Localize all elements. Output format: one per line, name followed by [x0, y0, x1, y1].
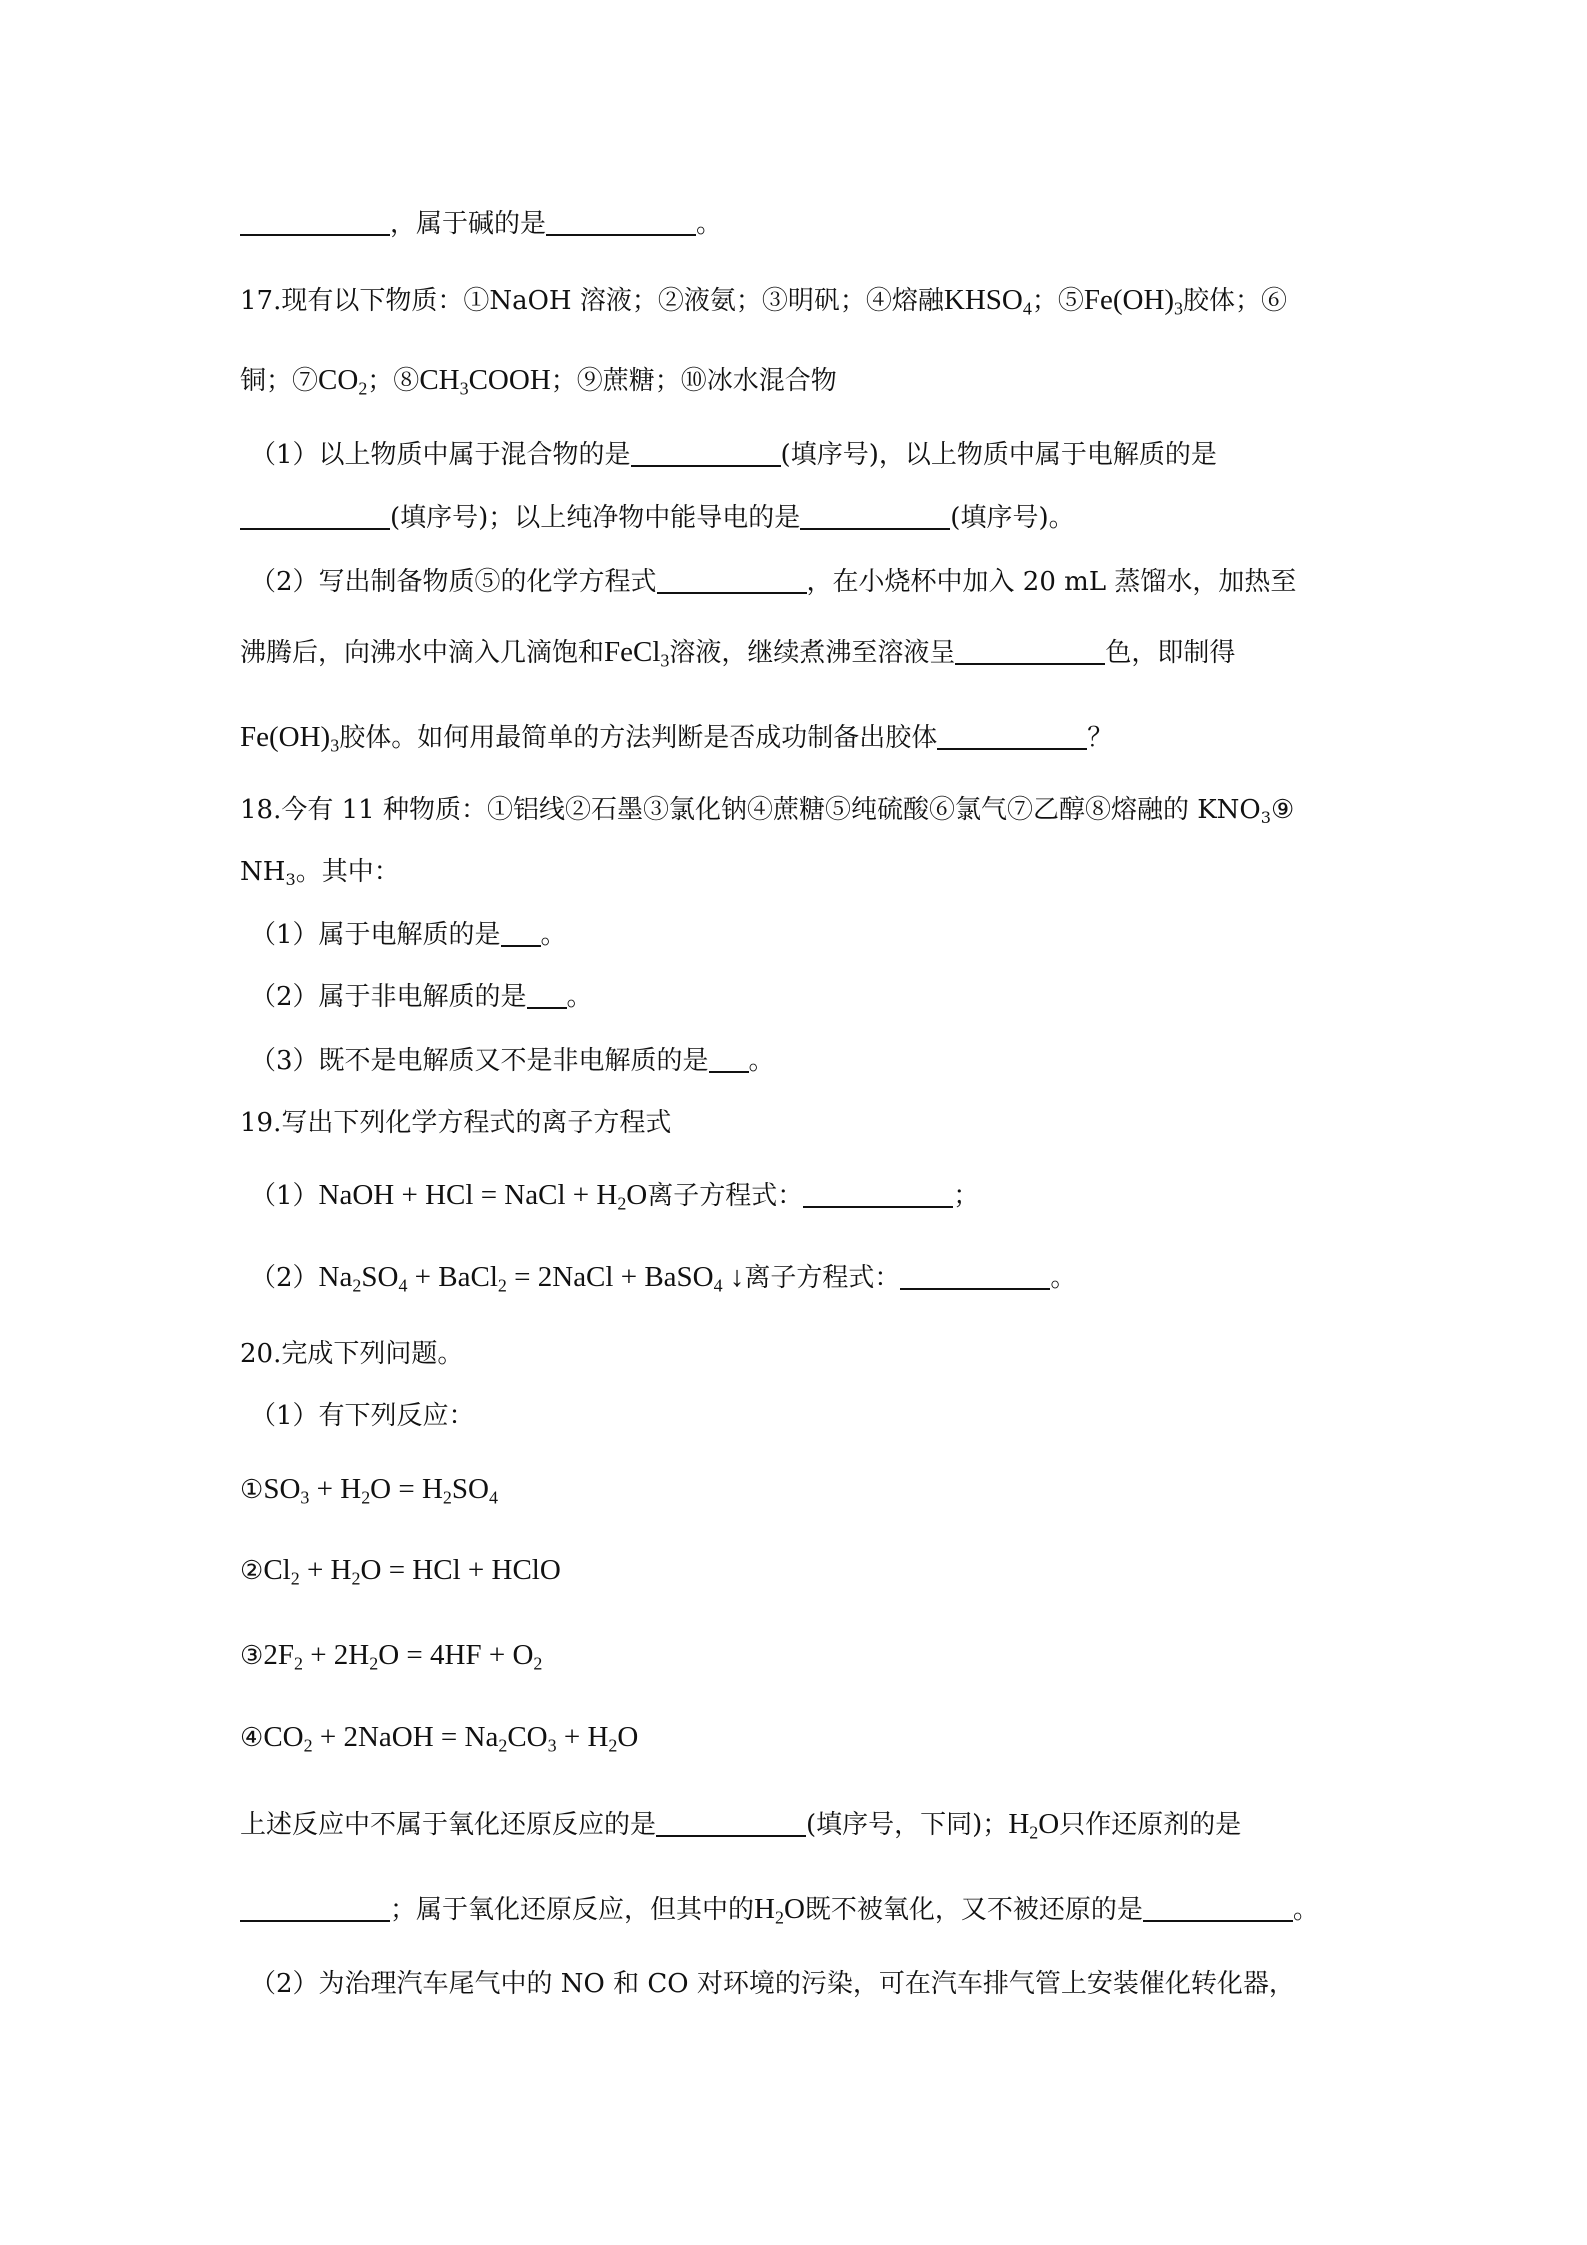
- question-18-line-1: 18.今有 11 种物质：①铝线②石墨③氯化钠④蔗糖⑤纯硫酸⑥氯气⑦乙醇⑧熔融的 $KNO_3⑨$: [240, 795, 1295, 827]
- reaction-3: $③2F_2 + 2H_2O = 4HF + O_2$: [240, 1639, 543, 1674]
- answer-blank[interactable]: [803, 1178, 953, 1208]
- question-20-part-1-question: 上述反应中不属于氧化还原反应的是 (填序号，下同)；$H_2O$只作还原剂的是: [240, 1808, 1242, 1843]
- reaction-1: $①SO_3 + H_2O = H_2SO_4$: [240, 1473, 498, 1508]
- question-18-part-1: （1）属于电解质的是 。: [250, 911, 1370, 959]
- line-1: ，属于碱的是 。: [240, 200, 1360, 248]
- answer-blank[interactable]: [900, 1260, 1050, 1290]
- answer-blank[interactable]: [240, 1892, 390, 1922]
- question-20-part-2: （2）为治理汽车尾气中的 NO 和 CO 对环境的污染，可在汽车排气管上安装催化转化器，: [250, 1969, 1295, 1999]
- answer-blank[interactable]: [546, 206, 696, 236]
- question-19-part-1: （1）NaOH + HCl = NaCl + $H_2O$离子方程式： ；: [250, 1179, 980, 1214]
- answer-blank[interactable]: [657, 564, 807, 594]
- answer-blank[interactable]: [1143, 1892, 1293, 1922]
- answer-blank[interactable]: [656, 1807, 806, 1837]
- answer-blank[interactable]: [240, 206, 390, 236]
- question-17-part-2-end: $Fe(OH)_3$胶体。如何用最简单的方法判断是否成功制备出胶体 ？: [240, 721, 1114, 756]
- reaction-4: $④CO_2$ + 2NaOH = $Na_2CO_3 + H_2O$: [240, 1721, 639, 1756]
- question-20-part-1: （1）有下列反应：: [250, 1401, 475, 1431]
- equation: $2F_2 + 2H_2O = 4HF + O_2$: [263, 1639, 543, 1674]
- answer-blank[interactable]: [955, 635, 1105, 665]
- question-18-part-3: （3）既不是电解质又不是非电解质的是 。: [250, 1037, 1370, 1085]
- question-20-title: 20.完成下列问题。: [240, 1339, 464, 1369]
- answer-blank[interactable]: [240, 500, 390, 530]
- question-18-line-2: $NH_3$。其中：: [240, 857, 400, 889]
- equation: $SO_3 + H_2O = H_2SO_4$: [263, 1473, 498, 1508]
- answer-blank[interactable]: [937, 720, 1087, 750]
- equation: NaOH + HCl = NaCl + $H_2O$: [318, 1179, 648, 1214]
- question-17-part-1: （1）以上物质中属于混合物的是 (填序号)，以上物质中属于电解质的是: [250, 431, 1370, 479]
- answer-blank[interactable]: [527, 979, 567, 1009]
- question-18-part-2: （2）属于非电解质的是 。: [250, 973, 1370, 1021]
- question-17-part-2: （2）写出制备物质⑤的化学方程式 ，在小烧杯中加入 20 mL 蒸馏水，加热至: [250, 558, 1370, 606]
- answer-blank[interactable]: [800, 500, 950, 530]
- question-17-part-2-cont: 沸腾后，向沸水中滴入几滴饱和FeCl$_3$溶液，继续煮沸至溶液呈 色，即制得: [240, 636, 1236, 671]
- question-19-part-2: $(2)Na_2SO_4$ + BaCl$_2$ = 2NaCl + BaSO$_4$ ↓离子方程式： 。: [250, 1261, 1077, 1296]
- equation: $Cl_2 + H_2O$ = HCl + HClO: [263, 1554, 561, 1589]
- answer-blank[interactable]: [501, 917, 541, 947]
- question-17-part-1-cont: (填序号)；以上纯净物中能导电的是 (填序号)。: [240, 494, 1360, 542]
- question-20-part-1-question-cont: ；属于氧化还原反应，但其中的$H_2O$既不被氧化，又不被还原的是 。: [240, 1885, 1360, 1933]
- reaction-2: $②Cl_2 + H_2O$ = HCl + HClO: [240, 1554, 561, 1589]
- answer-blank[interactable]: [631, 437, 781, 467]
- answer-blank[interactable]: [709, 1043, 749, 1073]
- equation: $Na_2SO_4$ + BaCl$_2$ = 2NaCl + BaSO$_4$ ↓: [318, 1261, 745, 1296]
- question-17-line-1: 17.现有以下物质：①NaOH 溶液；②液氨；③明矾；④熔融$KHSO_4$；$⑤Fe(OH)_3$胶体；⑥: [240, 284, 1288, 319]
- question-19-title: 19.写出下列化学方程式的离子方程式: [240, 1108, 672, 1138]
- question-17-line-2: 铜；$⑦CO_2$；$⑧CH_3COOH$；⑨蔗糖；⑩冰水混合物: [240, 364, 837, 399]
- equation: $CO_2$ + 2NaOH = $Na_2CO_3 + H_2O$: [263, 1721, 639, 1756]
